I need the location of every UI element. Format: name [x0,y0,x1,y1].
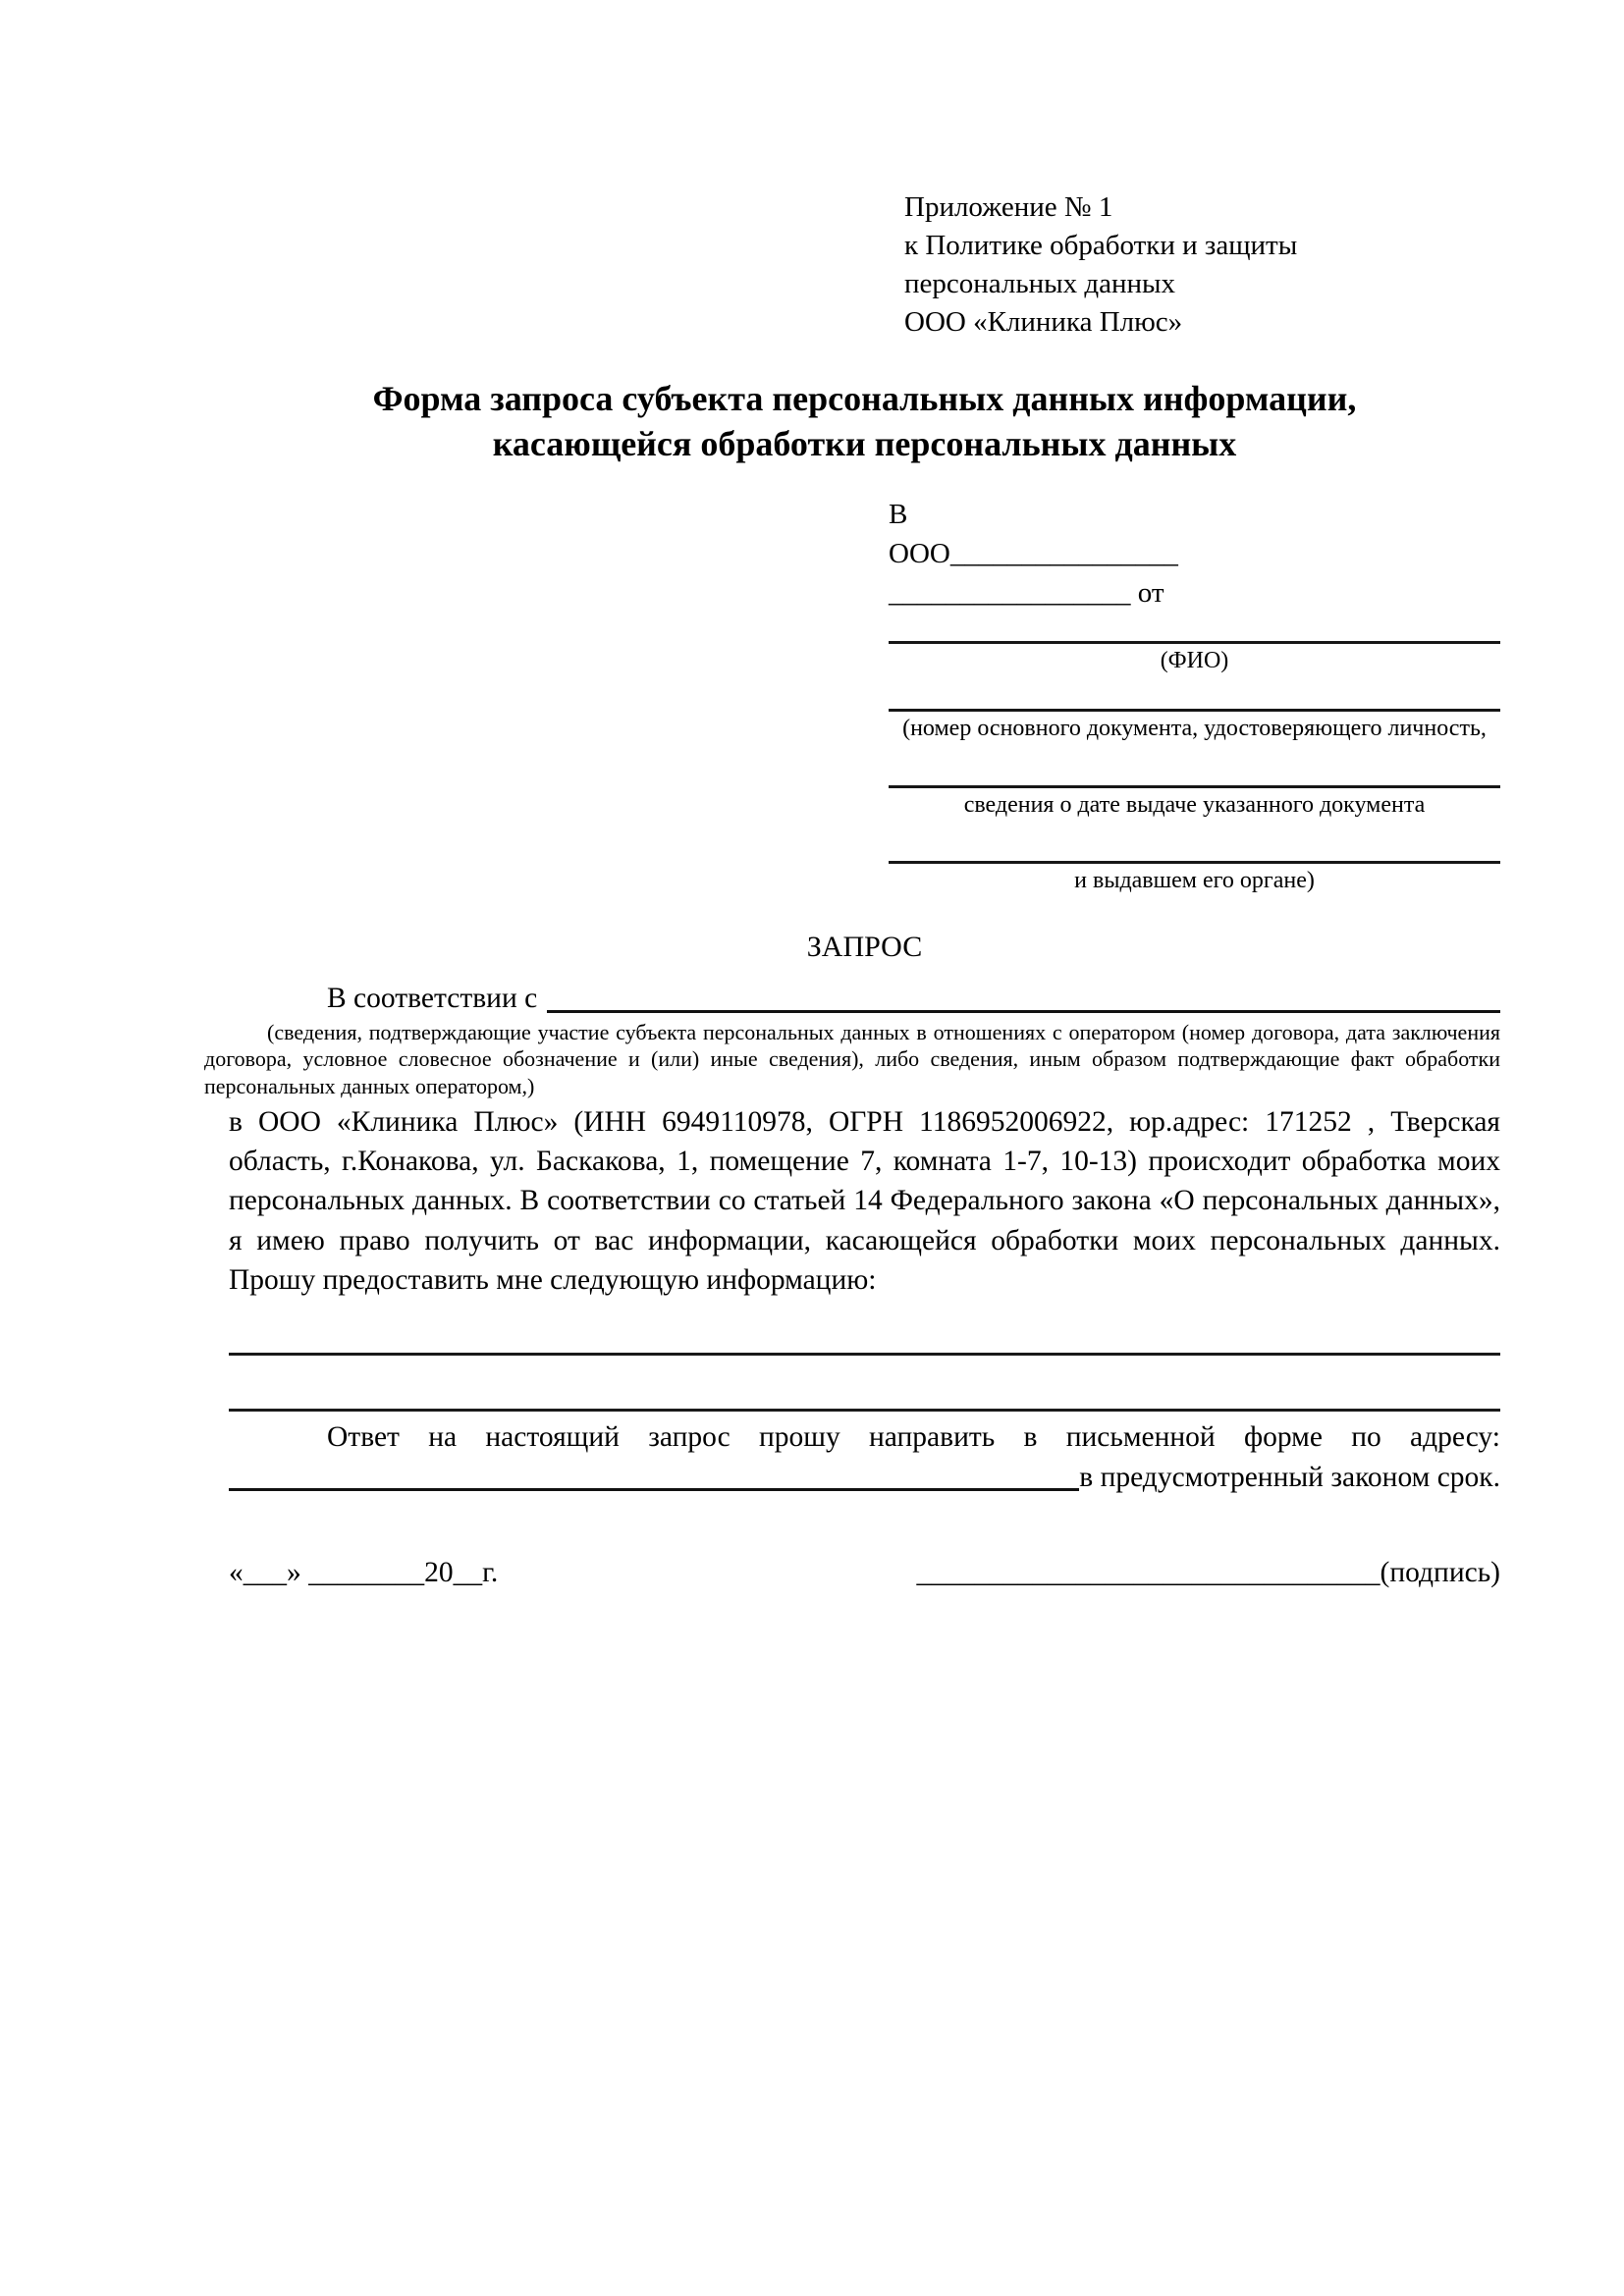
accordance-prefix: В соответствии с [327,982,538,1014]
document-issuer-blank-line [889,821,1500,864]
reply-request-paragraph: Ответ на настоящий запрос прошу направить в письменной форме по адресу: [327,1420,1500,1453]
appendix-line: ООО «Клиника Плюс» [904,306,1183,339]
signature-blank-line: ________________________________ [916,1557,1380,1589]
signature-caption: (подпись) [1380,1557,1500,1589]
document-number-caption: (номер основного документа, удостоверяющего личность, [902,716,1487,742]
reply-address-blank-line [229,1488,1079,1491]
request-heading: ЗАПРОС [806,930,923,963]
appendix-line: к Политике обработки и защиты [904,230,1298,262]
accordance-row [229,980,1500,1019]
request-body-paragraph: в ООО «Клиника Плюс» (ИНН 6949110978, ОГРН 1186952006922, юр.адрес: 171252 , Тверская область, г.Конакова, ул. Баскакова, 1, помещение 7, комната 1-7, 10-13) происходит обработка моих персональных данных. В соответствии со статьей 14 Федерального закона «О персональных данных», я имею право получить от вас информации, касающейся обработки моих персональных данных. Прошу предоставить мне следующую информацию: [229,1106,1500,1296]
page-title-line: Форма запроса субъекта персональных данных информации, [372,378,1357,418]
addressee-from-blank: _________________ от [889,577,1164,610]
addressee-ooo-blank: ООО________________ [889,538,1178,570]
page-content [204,0,1500,1593]
accordance-footnote: (сведения, подтверждающие участие субъекта персональных данных в отношениях с оператором (номер договора, дата заключения договора, условное словесное обозначение и (или) иные сведения), либо сведения, иным образом подтверждающие факт обработки персональных данных оператором,) [204,1019,1500,1098]
addressee-to: В [889,499,908,531]
info-blank-line-1 [229,1300,1500,1356]
date-blank-field: «___» ________20__г. [229,1557,499,1589]
reply-suffix-text: в предусмотренный законом срок. [1079,1461,1500,1493]
fio-caption: (ФИО) [1160,648,1229,674]
document-issue-date-caption: сведения о дате выдаче указанного документа [963,791,1426,818]
document-issue-date-blank-line [889,745,1500,788]
document-number-blank-line [889,676,1500,712]
appendix-line: персональных данных [904,268,1176,300]
appendix-header-block [904,188,1500,343]
date-signature-row [229,1554,1500,1593]
signature-field [917,1554,1500,1593]
appendix-line: Приложение № 1 [904,191,1113,223]
reply-address-row [229,1458,1500,1498]
page-title [229,376,1500,468]
addressee-block [889,495,1500,896]
page-title-line: касающейся обработки персональных данных [492,424,1237,464]
fio-blank-line [889,613,1500,644]
accordance-blank-line [547,1010,1500,1013]
info-blank-line-2 [229,1356,1500,1412]
document-issuer-caption: и выдавшем его органе) [1074,867,1315,893]
